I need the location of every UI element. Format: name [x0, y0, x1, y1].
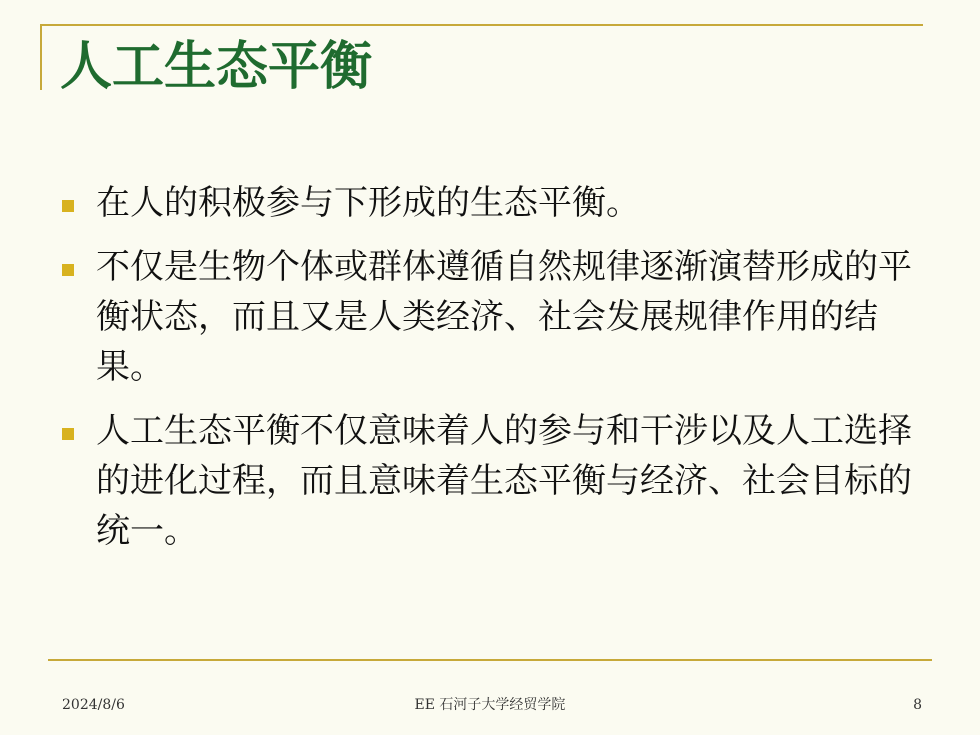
footer-organization: EE 石河子大学经贸学院 [414, 697, 566, 713]
bullet-text: 不仅是生物个体或群体遵循自然规律逐渐演替形成的平衡状态，而且又是人类经济、社会发展规律作用的结果。 [96, 247, 912, 387]
bullet-item [62, 406, 932, 556]
bullet-item [62, 242, 932, 392]
bullet-text: 在人的积极参与下形成的生态平衡。 [96, 183, 640, 223]
slide-title: 人工生态平衡 [60, 36, 373, 97]
top-divider-line [40, 24, 923, 26]
square-bullet-icon [62, 264, 74, 276]
bottom-divider-line [48, 659, 932, 661]
footer-date: 2024/8/6 [62, 697, 125, 713]
bullet-text: 人工生态平衡不仅意味着人的参与和干涉以及人工选择的进化过程，而且意味着生态平衡与经济、社会目标的统一。 [96, 411, 912, 551]
page-number: 8 [913, 697, 922, 713]
square-bullet-icon [62, 428, 74, 440]
left-accent-line [40, 24, 42, 90]
bullet-list [62, 178, 932, 570]
square-bullet-icon [62, 200, 74, 212]
bullet-item [62, 178, 932, 228]
